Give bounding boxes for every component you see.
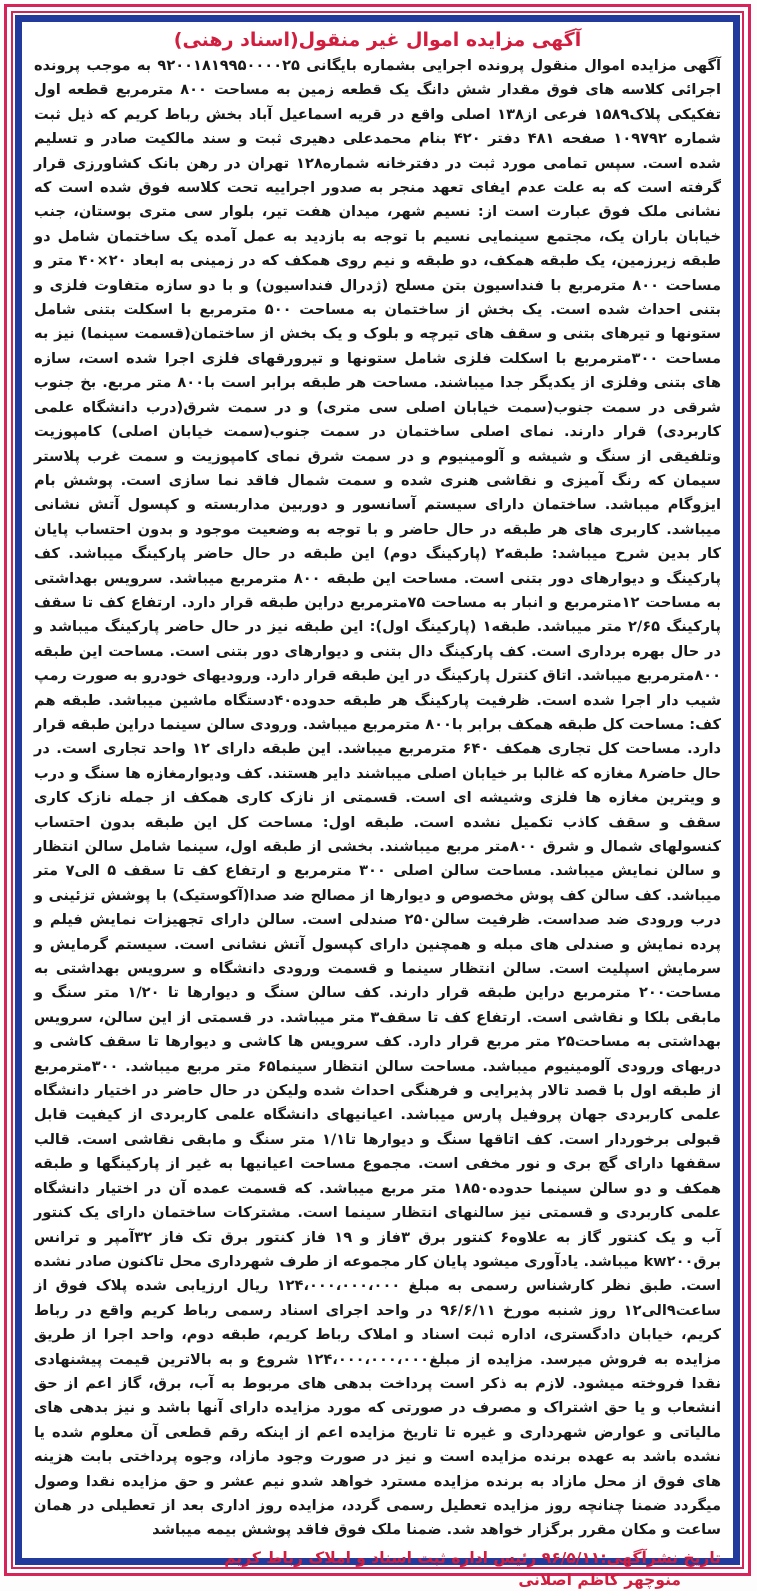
signatory-name: منوچهر کاظم اصلانی <box>518 1570 681 1589</box>
notice-outer-border <box>4 4 751 1589</box>
notice-title: آگهی مزایده اموال غیر منقول(اسناد رهنی) <box>173 29 582 51</box>
notice-footer <box>34 1547 721 1591</box>
publication-date-and-office: تاریخ نشرآگهی:۹۶/۵/۱۱ رئیس اداره ثبت اسناد و املاک رباط کریم <box>224 1548 721 1567</box>
notice-inner-border <box>15 15 740 1589</box>
notice-body: آگهی مزایده اموال منقول پرونده اجرایی بشماره بایگانی ۹۲۰۰۱۸۱۹۹۵۰۰۰۰۲۵ به موجب پرونده اجرائی کلاسه های فوق مقدار شش دانگ یک قطعه زمین به مساحت ۸۰۰ مترمربع قطعه اول تفکیکی پلاک۱۵۸۹ فرعی از۱۳۸ اصلی واقع در قریه اسماعیل آباد بخش رباط کریم که ذیل ثبت شماره ۱۰۹۷۹۲ صفحه ۴۸۱ دفتر ۴۲۰ بنام محمدعلی دهیری ثبت و سند مالکیت صادر و تسلیم شده است. سپس تمامی مورد ثبت در دفترخانه شماره۱۲۸ تهران در رهن بانک کشاورزی قرار گرفته است که به علت عدم ایفای تعهد منجر به صدور اجراییه تحت کلاسه فوق شده است که نشانی ملک فوق عبارت است از: نسیم شهر، میدان هفت تیر، بلوار سی متری بوستان، جنب خیابان باران یک، مجتمع سینمایی نسیم با توجه به بازدید به عمل آمده یک ساختمان شامل دو طبقه زیرزمین، یک طبقه همکف، دو طبقه و نیم روی همکف که در زمینی به ابعاد ۲۰×۴۰ متر و مساحت ۸۰۰ مترمربع با فنداسیون بتن مسلح (ژدرال فنداسیون) و با دو سازه متفاوت فلزی و بتنی احداث شده است. یک بخش از ساختمان به مساحت ۵۰۰ مترمربع با اسکلت بتنی شامل ستونها و تیرهای بتنی و سقف های تیرچه و بلوک و یک بخش از ساختمان(قسمت سینما) نیز به مساحت ۳۰۰مترمربع با اسکلت فلزی شامل ستونها و تیرورقهای فلزی اجرا شده است، سازه های بتنی وفلزی از یکدیگر جدا میباشند. مساحت هر طبقه برابر است با۸۰۰ متر مربع. بخ جنوب شرقی در سمت جنوب(سمت خیابان اصلی سی متری) و در سمت شرق(درب دانشگاه علمی کاربردی) قرار دارند. نمای اصلی ساختمان در سمت جنوب(سمت خیابان اصلی) کامپوزیت وتلفیقی از سنگ و شیشه و آلومینیوم و در سمت شرق نمای کامپوزیت و سمت غرب پلاستر سیمان که رنگ آمیزی و نقاشی هنری شده و سمت شمال فاقد نما سازی است. پوشش بام ایزوگام میباشد. ساختمان دارای سیستم آسانسور و دوربین مداربسته و کپسول آتش نشانی میباشد. کاربری های هر طبقه در حال حاضر و با توجه به وضعیت موجود و بدون احتساب پایان کار بدین شرح میباشد: طبقه۲ (پارکینگ دوم) این طبقه در حال حاضر پارکینگ میباشد. کف پارکینگ و دیوارهای دور بتنی است. مساحت این طبقه ۸۰۰ مترمربع میباشد. سرویس بهداشتی به مساحت ۱۲مترمربع و انبار به مساحت ۷۵مترمربع دراین طبقه قرار دارد. ارتفاع کف تا سقف پارکینگ ۲/۶۵ متر میباشد. طبقه۱ (پارکینگ اول): این طبقه نیز در حال حاضر پارکینگ میباشد و در حال بهره برداری است. کف پارکینگ دال بتنی و دیوارهای دور بتنی است. مساحت این طبقه ۸۰۰مترمربع میباشد. اتاق کنترل پارکینگ در این طبقه قرار دارد. ورودیهای خودرو به صورت رمپ شیب دار اجرا شده است. ظرفیت پارکینگ هر طبقه حدوده۴۰دستگاه ماشین میباشد. طبقه هم کف: مساحت کل طبقه همکف برابر با۸۰۰ مترمربع میباشد. ورودی سالن سینما دراین طبقه قرار دارد. مساحت کل تجاری همکف ۶۴۰ مترمربع میباشد. این طبقه دارای ۱۲ واحد تجاری است. در حال حاضر۸ مغازه که غالبا بر خیابان اصلی میباشند دایر هستند. کف ودیوارمغازه ها سنگ و درب و ویترین مغازه ها فلزی وشیشه ای است. قسمتی از نازک کاری همکف از جمله نازک کاری سقف و سقف کاذب تکمیل نشده است. طبقه اول: مساحت کل این طبقه بدون احتساب کنسولهای شمال و شرق ۸۰۰متر مربع میباشند. بخشی از طبقه اول، سینما شامل سالن انتظار و سالن نمایش میباشد. مساحت سالن اصلی ۳۰۰ مترمربع و ارتفاع کف تا سقف ۵ الی۷ متر میباشد. کف سالن کف پوش مخصوص و دیوارها از مصالح ضد صدا(آکوستیک) با پوشش تزئینی و درب ورودی ضد صداست. ظرفیت سالن۲۵۰ صندلی است. سالن دارای تجهیزات نمایش فیلم و پرده نمایش و صندلی های مبله و همچنین دارای کپسول آتش نشانی است. سیستم گرمایش و سرمایش اسپلیت است. سالن انتظار سینما و قسمت ورودی دانشگاه و سرویس بهداشتی به مساحت۲۰۰ مترمربع دراین طبقه قرار دارند. کف سالن سنگ و دیوارها تا ۱/۲۰ متر سنگ و مابقی بلکا و نقاشی است. ارتفاع کف تا سقف۳ متر میباشد. در قسمتی از این سالن، سرویس بهداشتی به مساحت۲۵ متر مربع قرار دارد. کف سرویس ها کاشی و دیوارها تا سقف کاشی و دربهای ورودی آلومینیوم میباشد. مساحت سالن انتظار سینما۶۵ متر مربع میباشد. ۳۰۰مترمربع از طبقه اول با قصد تالار پذیرایی و فرهنگی احداث شده ولیکن در حال حاضر در اختیار دانشگاه علمی کاربردی جهان پروفیل پارس میباشد. اعیانیهای دانشگاه علمی کاربردی از کیفیت قابل قبولی برخوردار است. کف اتاقها سنگ و دیوارها تا۱/۱ متر سنگ و مابقی نقاشی است. قالب سقفها دارای گچ بری و نور مخفی است. مجموع مساحت اعیانیها به غیر از پارکینگها و طبقه همکف و دو سالن سینما حدوده۱۸۵۰ متر مربع میباشد. که قسمت عمده آن در اختیار دانشگاه علمی کاربردی و قسمتی نیز سالنهای انتظار سینما است. مشترکات ساختمان دارای یک کنتور آب و یک کنتور گاز به علاوه۶ کنتور برق ۳فاز و ۱۹ فاز کنتور برق تک فاز ۳۲آمپر و ترانس برقkw۲۰۰ میباشد. یادآوری میشود پایان کار مجموعه از طرف شهرداری محل تاکنون صادر نشده است. طبق نظر کارشناس رسمی به مبلغ ۱۲۴،۰۰۰،۰۰۰،۰۰۰ ریال ارزیابی شده پلاک فوق از ساعت۹الی۱۲ روز شنبه مورخ ۹۶/۶/۱۱ در واحد اجرای اسناد رسمی رباط کریم واقع در رباط کریم، خیابان دادگستری، اداره ثبت اسناد و املاک رباط کریم، طبقه دوم، واحد اجرا از طریق مزایده به فروش میرسد. مزایده از مبلغ۱۲۴،۰۰۰،۰۰۰،۰۰۰ شروع و به بالاترین قیمت پیشنهادی نقدا فروخته میشود. لازم به ذکر است پرداخت بدهی های مربوط به آب، برق، گاز اعم از حق انشعاب و یا حق اشتراک و مصرف در صورتی که مورد مزایده دارای آنها باشد و نیز بدهی های مالیاتی و عوارض شهرداری و غیره تا تاریخ مزایده اعم از اینکه رقم قطعی آن معلوم شده یا نشده باشد به عهده برنده مزایده است و نیز در صورت وجود مازاد، وجوه پرداختی بابت هزینه های فوق از محل مازاد به برنده مزایده مسترد خواهد شدو نیم عشر و حق مزایده نقدا وصول میگردد ضمنا چنانچه روز مزایده تعطیل رسمی گردد، مزایده روز اداری بعد از تعطیلی در همان ساعت و مکان مقرر برگزار خواهد شد. ضمنا ملک فوق فاقد پوشش بیمه میباشد <box>34 57 722 1539</box>
